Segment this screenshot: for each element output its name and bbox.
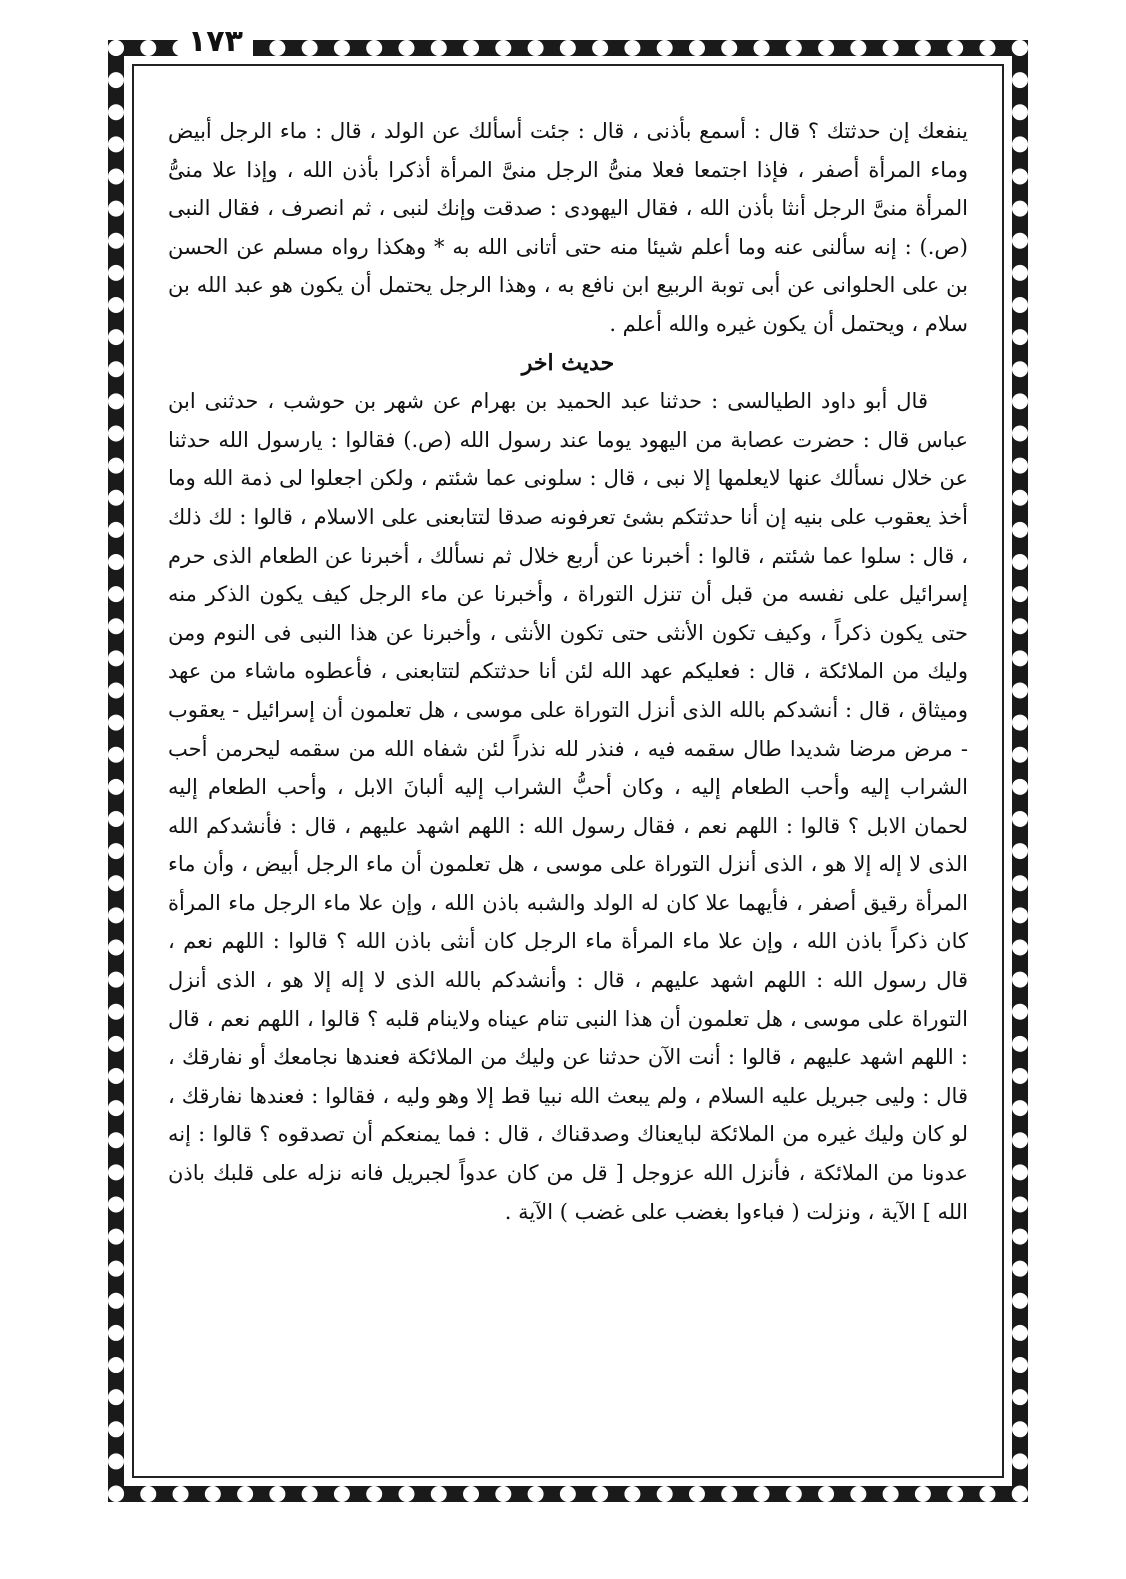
paragraph-1: ينفعك إن حدثتك ؟ قال : أسمع بأذنى ، قال : جئت أسألك عن الولد ، قال : ماء الرجل أبيض وماء المرأة أصفر ، فإذا اجتمعا فعلا منىُّ الرجل منىَّ المرأة أذكرا بأذن الله ، وإذا علا منىُّ المرأة منىَّ الرجل أنثا بأذن الله ، فقال اليهودى : صدقت وإنك لنبى ، ثم انصرف ، فقال النبى (ص.) : إنه سألنى عنه وما أعلم شيئا منه حتى أتانى الله به * وهكذا رواه مسلم عن الحسن بن على الحلوانى عن أبى توبة الربيع ابن نافع به ، وهذا الرجل يحتمل أن يكون هو عبد الله بن سلام ، ويحتمل أن يكون غيره والله أعلم . — [168, 119, 968, 336]
paragraph-2: قال أبو داود الطيالسى : حدثنا عبد الحميد بن بهرام عن شهر بن حوشب ، حدثنى ابن عباس قال : حضرت عصابة من اليهود يوما عند رسول الله (ص.) فقالوا : يارسول الله حدثنا عن خلال نسألك عنها لايعلمها إلا نبى ، قال : سلونى عما شئتم ، ولكن اجعلوا لى ذمة الله وما أخذ يعقوب على بنيه إن أنا حدثتكم بشئ تعرفونه صدقا لتتابعنى على الاسلام ، قالوا : لك ذلك ، قال : سلوا عما شئتم ، قالوا : أخبرنا عن أربع خلال ثم نسألك ، أخبرنا عن الطعام الذى حرم إسرائيل على نفسه من قبل أن تنزل التوراة ، وأخبرنا عن ماء الرجل كيف يكون الذكر منه حتى يكون ذكراً ، وكيف تكون الأنثى حتى تكون الأنثى ، وأخبرنا عن هذا النبى فى النوم ومن وليك من الملائكة ، قال : فعليكم عهد الله لئن أنا حدثتكم لتتابعنى ، فأعطوه ماشاء من عهد وميثاق ، قال : أنشدكم بالله الذى أنزل التوراة على موسى ، هل تعلمون أن إسرائيل - يعقوب - مرض مرضا شديدا طال سقمه فيه ، فنذر لله نذراً لئن شفاه الله من سقمه ليحرمن أحب الشراب إليه وأحب الطعام إليه ، وكان أحبُّ الشراب إليه ألبانَ الابل ، وأحب الطعام إليه لحمان الابل ؟ قالوا : اللهم نعم ، فقال رسول الله : اللهم اشهد عليهم ، قال : فأنشدكم الله الذى لا إله إلا هو ، الذى أنزل التوراة على موسى ، هل تعلمون أن ماء الرجل أبيض ، وأن ماء المرأة رقيق أصفر ، فأيهما علا كان له الولد والشبه باذن الله ، وإن علا ماء الرجل ماء المرأة كان ذكراً باذن الله ، وإن علا ماء المرأة ماء الرجل كان أنثى باذن الله ؟ قالوا : اللهم نعم ، قال رسول الله : اللهم اشهد عليهم ، قال : وأنشدكم بالله الذى لا إله إلا هو ، الذى أنزل التوراة على موسى ، هل تعلمون أن هذا النبى تنام عيناه ولاينام قلبه ؟ قالوا ، اللهم نعم ، قال : اللهم اشهد عليهم ، قالوا : أنت الآن حدثنا عن وليك من الملائكة فعندها نجامعك أو نفارقك ، قال : وليى جبريل عليه السلام ، ولم يبعث الله نبيا قط إلا وهو وليه ، فقالوا : فعندها نفارقك ، لو كان وليك غيره من الملائكة لبايعناك وصدقناك ، قال : فما يمنعكم أن تصدقوه ؟ قالوا : إنه عدونا من الملائكة ، فأنزل الله عزوجل [ قل من كان عدواً لجبريل فانه نزله على قلبك باذن الله ] الآية ، ونزلت ( فباءوا بغضب على غضب ) الآية . — [168, 389, 969, 1224]
section-heading: حديث اخر — [521, 349, 615, 376]
page-body — [168, 112, 968, 1231]
page-number: ١٧٣ — [178, 22, 253, 62]
